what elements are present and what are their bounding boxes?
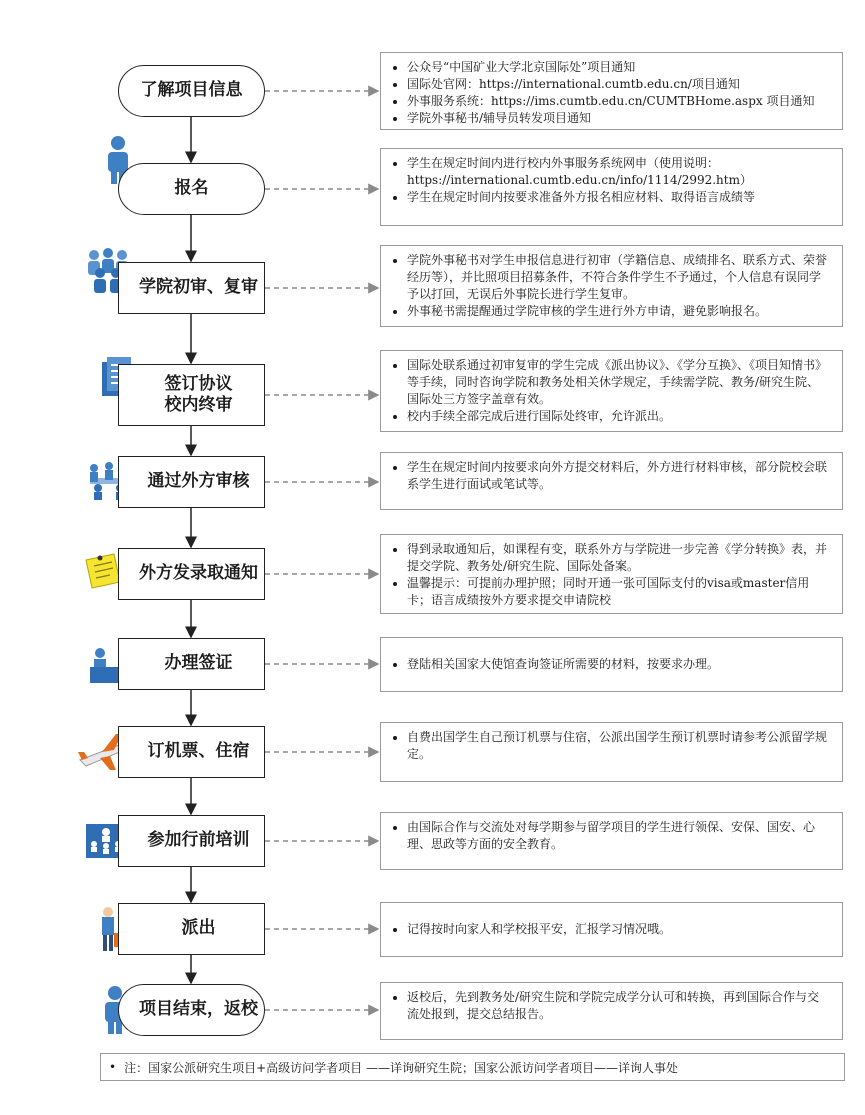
note-item: • 外事秘书需提醒通过学院审核的学生进行外方申请，避免影响报名。 (407, 303, 830, 320)
note-partner-review (380, 452, 843, 510)
note-item: • 学院外事秘书/辅导员转发项目通知 (407, 110, 830, 127)
note-item: • 学生在规定时间内按要求向外方提交材料后，外方进行材料审核，部分院校会联系学生进行面试或笔试等。 (407, 459, 830, 493)
note-sign-agreement (380, 350, 843, 432)
step-return (118, 984, 265, 1036)
note-item: • 公众号“中国矿业大学北京国际处”项目通知 (407, 59, 830, 76)
step-label: 外方发录取通知 (139, 563, 258, 584)
note-item: • 外事服务系统：https://ims.cumtb.edu.cn/CUMTBHome.aspx 项目通知 (407, 93, 830, 110)
note-visa (380, 637, 843, 692)
step-label-line2: 校内终审 (164, 395, 233, 415)
note-item: • 国际处联系通过初审复审的学生完成《派出协议》、《学分互换》、《项目知情书》等手续，同时咨询学院和教务处相关休学规定，手续需学院、教务/研究生院、国际处三方签字盖章有效。 (407, 357, 830, 408)
step-register (118, 163, 265, 215)
step-label: 参加行前培训 (147, 830, 250, 851)
footer-note (100, 1053, 845, 1081)
step-label: 办理签证 (164, 653, 233, 674)
step-label: 项目结束，返校 (139, 999, 258, 1020)
step-label: 订机票、住宿 (147, 741, 250, 762)
note-return (380, 982, 843, 1040)
step-dispatch (118, 903, 265, 955)
note-item: • 由国际合作与交流处对每学期参与留学项目的学生进行领保、安保、国安、心理、思政等方面的安全教育。 (407, 819, 830, 853)
note-item: • 学生在规定时间内进行校内外事服务系统网申（使用说明：https://international.cumtb.edu.cn/info/1114/2992.htm） (407, 155, 830, 189)
sticky-note-icon (82, 552, 122, 592)
step-understand-project (118, 65, 265, 117)
step-label: 通过外方审核 (147, 471, 250, 492)
step-flight-lodging (118, 726, 265, 778)
step-label: 了解项目信息 (140, 80, 243, 101)
step-label: 学院初审、复审 (139, 277, 258, 298)
note-item: • 国际处官网：https://international.cumtb.edu.cn/项目通知 (407, 76, 830, 93)
step-label: 派出 (181, 918, 216, 939)
step-college-review (118, 262, 265, 314)
note-item: • 学院外事秘书对学生申报信息进行初审（学籍信息、成绩排名、联系方式、荣誉经历等），并比照项目招募条件，不符合条件学生不予通过，个人信息有误同学予以打回，无误后外事院长进行学生复审。 (407, 252, 830, 303)
step-admission-notice (118, 548, 265, 600)
note-item: • 自费出国学生自己预订机票与住宿，公派出国学生预订机票时请参考公派留学规定。 (407, 729, 830, 763)
note-item: • 登陆相关国家大使馆查询签证所需要的材料，按要求办理。 (407, 656, 830, 673)
step-label: 签订协议 (164, 373, 233, 394)
note-item: • 校内手续全部完成后进行国际处终审，允许派出。 (407, 408, 830, 425)
note-pre-departure-training (380, 812, 843, 870)
note-item: • 返校后，先到教务处/研究生院和学院完成学分认可和转换，再到国际合作与交流处报到，提交总结报告。 (407, 989, 830, 1023)
note-admission-notice (380, 534, 843, 614)
note-item: • 得到录取通知后，如课程有变，联系外方与学院进一步完善《学分转换》表，并提交学院、教务处/研究生院、国际处备案。 (407, 541, 830, 575)
step-label: 报名 (174, 178, 209, 199)
note-college-review (380, 245, 843, 327)
step-visa (118, 638, 265, 690)
note-understand-project (380, 52, 843, 130)
step-sign-agreement (118, 364, 265, 426)
note-item: • 记得按时向家人和学校报平安，汇报学习情况哦。 (407, 921, 830, 938)
note-item: • 温馨提示：可提前办理护照；同时开通一张可国际支付的visa或master信用卡；语言成绩按外方要求提交申请院校 (407, 575, 830, 609)
note-register (380, 148, 843, 226)
step-pre-departure-training (118, 815, 265, 867)
note-item: • 学生在规定时间内按要求准备外方报名相应材料、取得语言成绩等 (407, 189, 830, 206)
note-dispatch (380, 902, 843, 957)
step-partner-review (118, 456, 265, 508)
footer-text: 注：国家公派研究生项目+高级访问学者项目 ——详询研究生院；国家公派访问学者项目——详询人事处 (124, 1060, 678, 1075)
note-flight-lodging (380, 722, 843, 782)
bullet-icon: • (109, 1060, 117, 1074)
